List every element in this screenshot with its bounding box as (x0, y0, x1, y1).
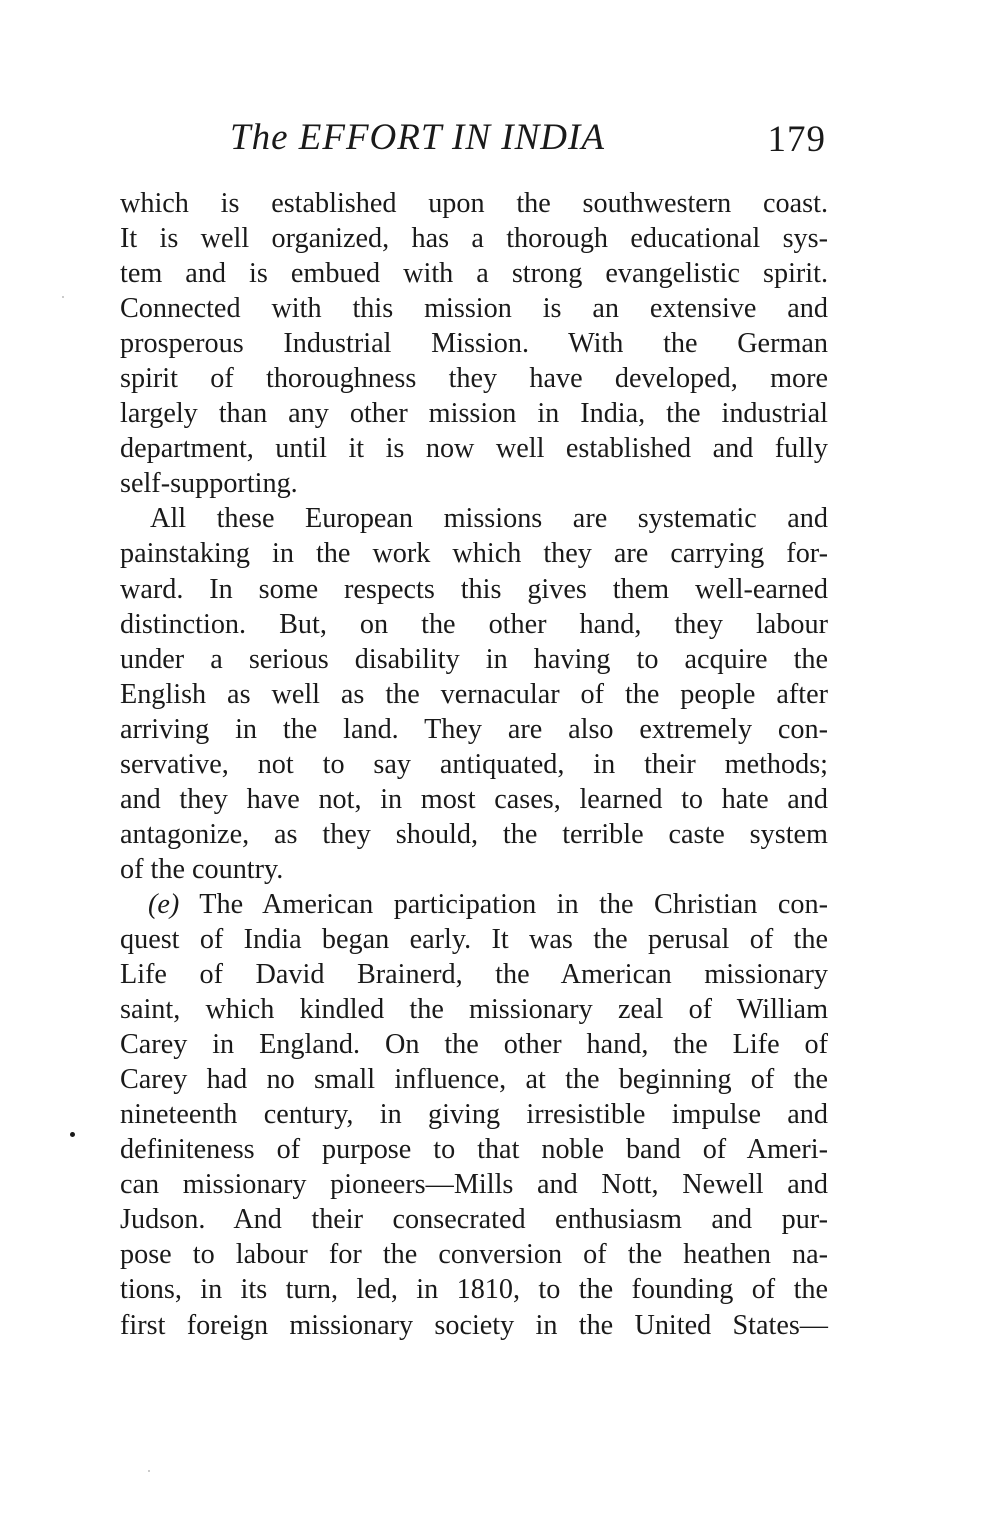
paper-speck (62, 296, 64, 298)
text-line: first foreign missionary society in the United States— (120, 1309, 828, 1341)
paragraph (120, 887, 828, 1343)
paragraph (120, 186, 828, 501)
paragraph-marker: (e) (148, 888, 180, 920)
text-line: can missionary pioneers—Mills and Nott, Newell and (120, 1169, 828, 1201)
text-line: which is established upon the southwestern coast. (120, 188, 828, 219)
text-line: English as well as the vernacular of the people after (120, 678, 828, 710)
text-line: painstaking in the work which they are carrying for- (120, 538, 828, 570)
text-line: Life of David Brainerd, the American missionary (120, 959, 828, 991)
text-line: arriving in the land. They are also extremely con- (120, 713, 828, 745)
text-line: prosperous Industrial Mission. With the German (120, 328, 828, 360)
running-title: The EFFORT IN INDIA (230, 117, 605, 158)
text-line: largely than any other mission in India, the industrial (120, 398, 828, 430)
text-line: distinction. But, on the other hand, they labour (120, 608, 828, 640)
paper-speck (148, 1470, 150, 1472)
text-line: and they have not, in most cases, learned to hate and (120, 783, 828, 815)
text-line: Connected with this mission is an extensive and (120, 293, 828, 325)
paragraph (120, 501, 828, 887)
text-line: Carey had no small influence, at the beginning of the (120, 1064, 828, 1096)
text-line: It is well organized, has a thorough educational sys- (120, 223, 828, 255)
text-line (120, 887, 828, 922)
text-line: of the country. (120, 853, 284, 885)
text-line: servative, not to say antiquated, in their methods; (120, 748, 828, 780)
running-head (230, 112, 830, 164)
text-line: All these European missions are systematic and (150, 503, 828, 535)
print-mark (70, 1132, 75, 1137)
body-text (120, 186, 828, 1343)
text-line: saint, which kindled the missionary zeal of William (120, 994, 828, 1026)
text-line: department, until it is now well established and fully (120, 433, 828, 465)
text-line: ward. In some respects this gives them well-earned (120, 573, 828, 605)
text-line: self-supporting. (120, 468, 298, 500)
text-line: nineteenth century, in giving irresistible impulse and (120, 1099, 828, 1131)
text-line: Carey in England. On the other hand, the Life of (120, 1029, 828, 1061)
text-line: antagonize, as they should, the terrible caste system (120, 818, 828, 850)
text-line: spirit of thoroughness they have developed, more (120, 363, 828, 395)
text-line: under a serious disability in having to acquire the (120, 643, 828, 675)
text-line: Judson. And their consecrated enthusiasm and pur- (120, 1204, 828, 1236)
text-line: pose to labour for the conversion of the heathen na- (120, 1239, 828, 1271)
text-line: quest of India began early. It was the perusal of the (120, 923, 828, 955)
text-line-content: The American participation in the Christian con- (179, 888, 828, 920)
page-number: 179 (767, 119, 826, 160)
text-line: definiteness of purpose to that noble band of Ameri- (120, 1134, 828, 1166)
text-line: tem and is embued with a strong evangelistic spirit. (120, 258, 828, 290)
text-line: tions, in its turn, led, in 1810, to the founding of the (120, 1274, 828, 1306)
